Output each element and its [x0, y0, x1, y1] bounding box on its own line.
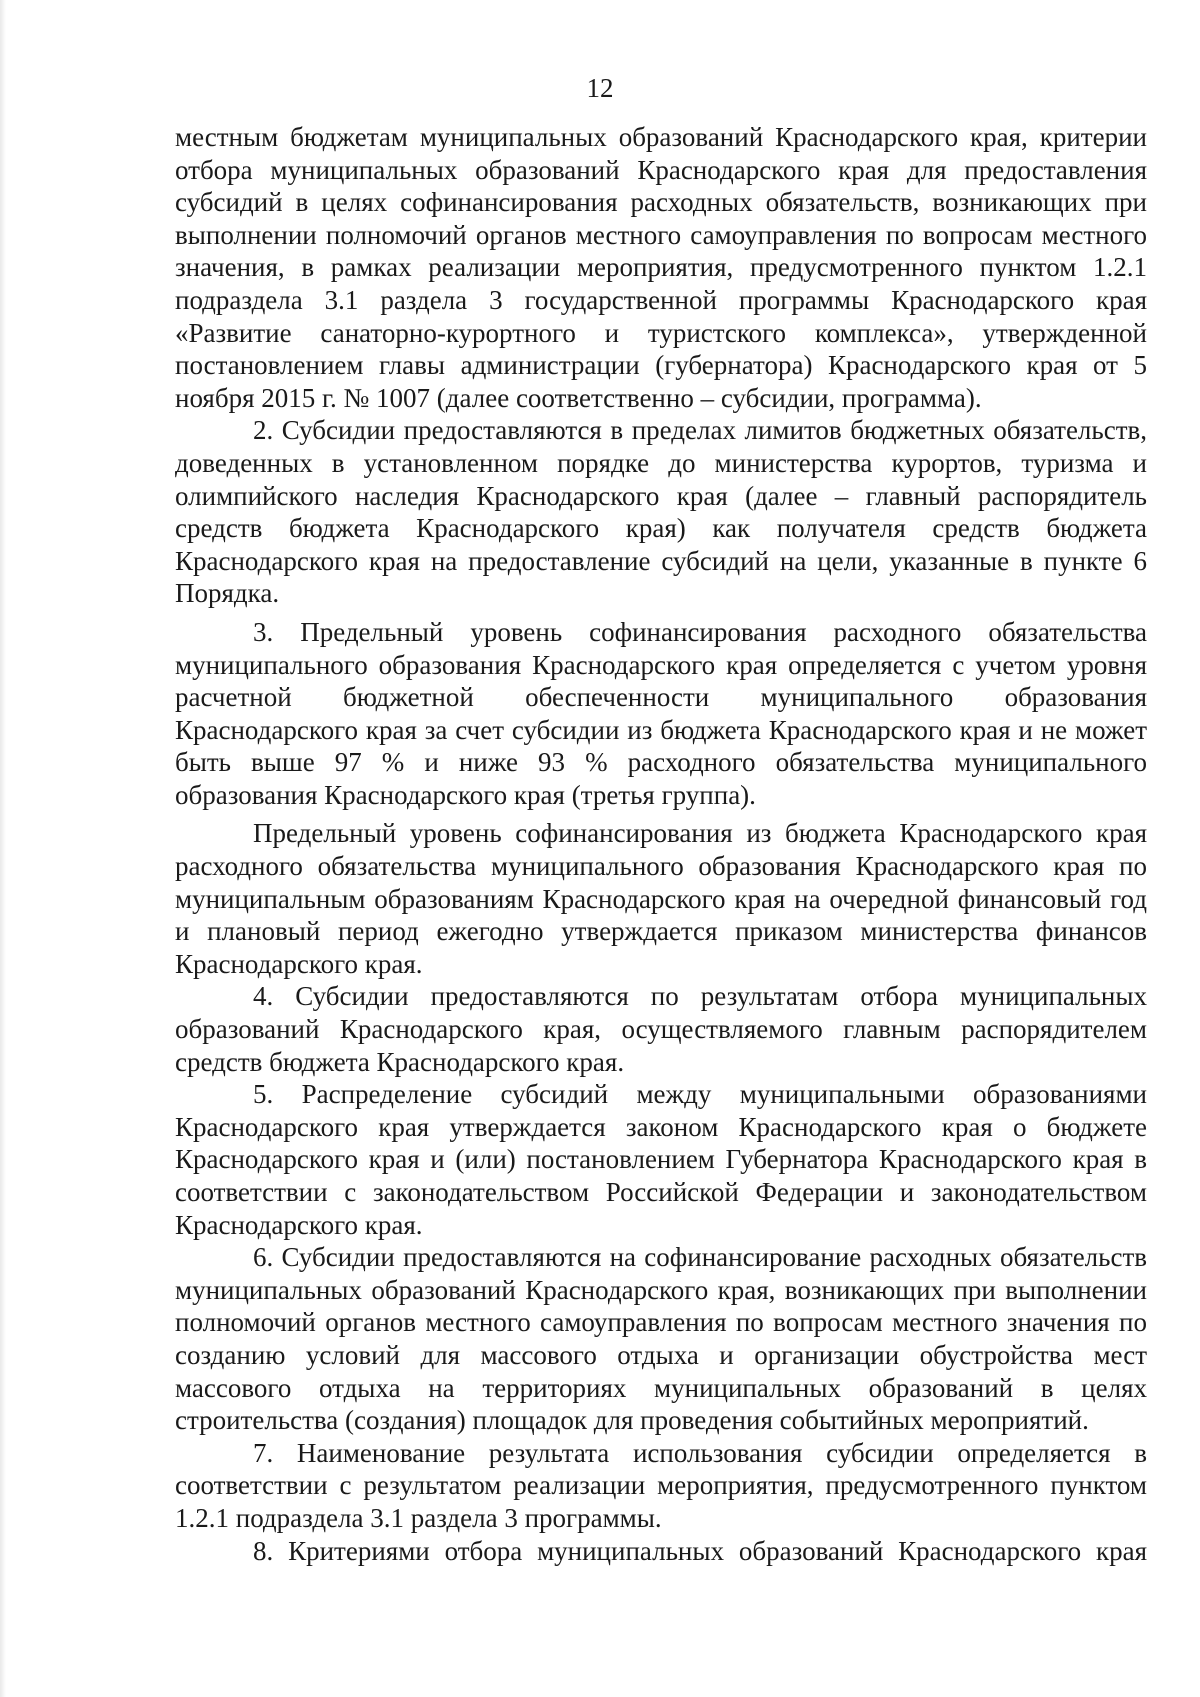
document-body: [175, 121, 1147, 1567]
paragraph-item-7: 7. Наименование результата использования субсидии определяется в соответствии с результатом реализации мероприятия, предусмотренного пунктом 1.2.1 подраздела 3.1 раздела 3 программы.: [175, 1437, 1147, 1533]
page-number: 12: [586, 73, 614, 103]
paragraph-item-2: 2. Субсидии предоставляются в пределах лимитов бюджетных обязательств, доведенных в установленном порядке до министерства курортов, туризма и олимпийского наследия Краснодарского края (далее – главный распорядитель средств бюджета Краснодарского края) как получателя средств бюджета Краснодарского края на предоставление субсидий на цели, указанные в пункте 6 Порядка.: [175, 415, 1147, 609]
scan-edge: [0, 0, 6, 1697]
paragraph-item-8: 8. Критериями отбора муниципальных образований Краснодарского края: [253, 1535, 1147, 1566]
paragraph-item-5: 5. Распределение субсидий между муниципальными образованиями Краснодарского края утверждается законом Краснодарского края о бюджете Краснодарского края и (или) постановлением Губернатора Краснодарского края в соответствии с законодательством Российской Федерации и законодательством Краснодарского края.: [175, 1079, 1147, 1240]
paragraph-item-4: 4. Субсидии предоставляются по результатам отбора муниципальных образований Краснодарского края, осуществляемого главным распорядителем средств бюджета Краснодарского края.: [175, 981, 1147, 1077]
paragraph-continuation: местным бюджетам муниципальных образований Краснодарского края, критерии отбора муниципальных образований Краснодарского края для предоставления субсидий в целях софинансирования расходных обязательств, возникающих при выполнении полномочий органов местного самоуправления по вопросам местного значения, в рамках реализации мероприятия, предусмотренного пунктом 1.2.1 подраздела 3.1 раздела 3 государственной программы Краснодарского края «Развитие санаторно-курортного и туристского комплекса», утвержденной постановлением главы администрации (губернатора) Краснодарского края от 5 ноября 2015 г. № 1007 (далее соответственно – субсидии, программа).: [175, 122, 1147, 413]
paragraph-item-3-limit: Предельный уровень софинансирования из бюджета Краснодарского края расходного обязательства муниципального образования Краснодарского края по муниципальным образованиям Краснодарского края на очередной финансовый год и плановый период ежегодно утверждается приказом министерства финансов Краснодарского края.: [175, 818, 1147, 979]
paragraph-item-6: 6. Субсидии предоставляются на софинансирование расходных обязательств муниципальных образований Краснодарского края, возникающих при выполнении полномочий органов местного самоуправления по вопросам местного значения по созданию условий для массового отдыха и организации обустройства мест массового отдыха на территориях муниципальных образований в целях строительства (создания) площадок для проведения событийных мероприятий.: [175, 1242, 1147, 1436]
paragraph-item-3: 3. Предельный уровень софинансирования расходного обязательства муниципального образования Краснодарского края определяется с учетом уровня расчетной бюджетной обеспеченности муниципального образования Краснодарского края за счет субсидии из бюджета Краснодарского края и не может быть выше 97 % и ниже 93 % расходного обязательства муниципального образования Краснодарского края (третья группа).: [175, 616, 1147, 810]
